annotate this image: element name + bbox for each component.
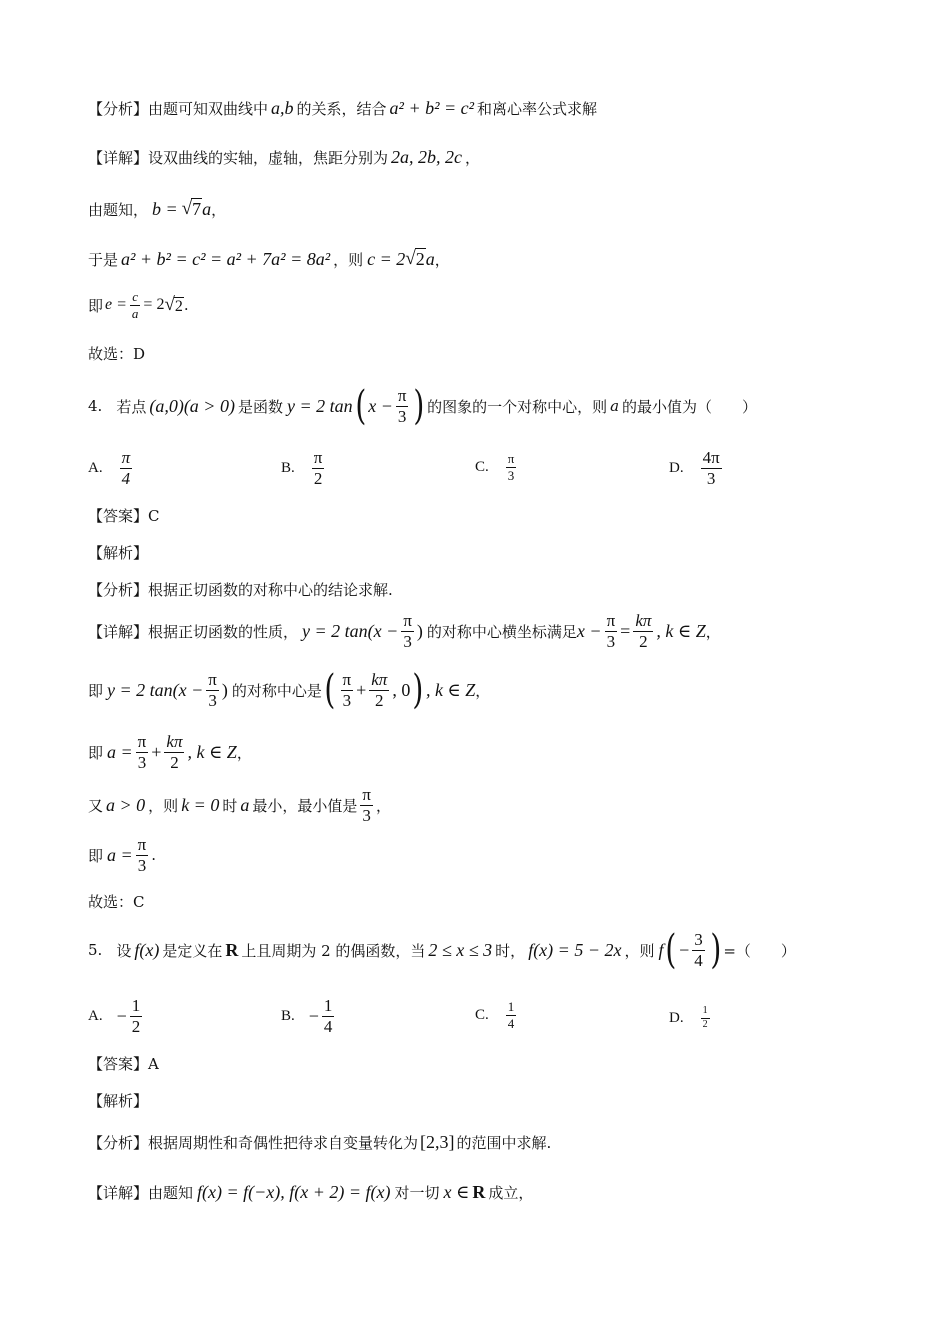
q5-option-d[interactable]: D. $\frac{1}{2}$ bbox=[669, 1005, 708, 1030]
q4-result-line: 即 a = $\frac{\pi}{3}$ . bbox=[88, 835, 157, 875]
q5-jiexi: 【解析】 bbox=[88, 1092, 149, 1110]
q5-number: 5. bbox=[88, 941, 103, 959]
q5-answer: 【答案】A bbox=[88, 1055, 159, 1073]
q4-stem: 4. 若点 (a,0)(a > 0) 是函数 y = 2 tan ( x − $\frac{\pi}{3}$ ) 的图象的一个对称中心，则 a 的最小值为（ ） bbox=[88, 383, 758, 429]
q4-option-d[interactable]: D. $\frac{4\pi}{3}$ bbox=[669, 448, 720, 488]
q4-detail-line: 【详解】 根据正切函数的性质， y = 2 tan(x − $\frac{\pi}{3}$ ) 的对称中心横坐标满足 x − $\frac{\pi}{3}$ = $\frac{k\pi}{2}$ , k ∈ Z ， bbox=[88, 611, 721, 651]
fraction-pi-over-3: $\frac{\pi}{3}$ bbox=[397, 385, 407, 426]
q3-detail-line: 【详解】 设双曲线的实轴，虚轴，焦距分别为 2a, 2b, 2c ， bbox=[88, 147, 481, 167]
q5-option-b[interactable]: B. − $\frac{1}{4}$ bbox=[281, 996, 333, 1036]
q4-analysis: 【分析】 根据正切函数的对称中心的结论求解. bbox=[88, 581, 393, 599]
q3-choice: 故选：D bbox=[88, 345, 146, 363]
fraction-c-over-a: $\frac{c}{a}$ bbox=[131, 289, 139, 321]
q4-center-line: 即 y = 2 tan(x − $\frac{\pi}{3}$ ) 的对称中心是 ( $\frac{\pi}{3}$ + $\frac{k\pi}{2}$ , 0 ) , k ∈ Z ， bbox=[88, 667, 491, 713]
q4-option-a[interactable]: A. $\frac{\pi}{4}$ bbox=[88, 448, 131, 488]
q4-number: 4. bbox=[88, 397, 103, 415]
q3-analysis-line: 【分析】 由题可知双曲线中 a,b 的关系，结合 a² + b² = c² 和离心率公式求解 bbox=[88, 98, 598, 118]
q5-option-c[interactable]: C. $\frac{1}{4}$ bbox=[475, 999, 515, 1031]
q5-stem: 5. 设 f(x) 是定义在 R 上且周期为 2 的偶函数，当 2 ≤ x ≤ 3 时， f(x) = 5 − 2x ，则 f ( − $\frac{3}{4}$ ) =（ ） bbox=[88, 927, 796, 973]
q4-jiexi: 【解析】 bbox=[88, 544, 149, 562]
q3-eccentricity-line: 即 e = $\frac{c}{a}$ = 2 √ 2 . bbox=[88, 289, 189, 321]
sqrt-2: √ 2 bbox=[405, 248, 425, 269]
q4-option-c[interactable]: C. $\frac{\pi}{3}$ bbox=[475, 451, 515, 483]
q4-choice: 故选：C bbox=[88, 893, 145, 911]
q4-option-b[interactable]: B. $\frac{\pi}{2}$ bbox=[281, 448, 323, 488]
detail-label: 【详解】 bbox=[88, 149, 149, 167]
q4-min-line: 又 a > 0 ，则 k = 0 时 a 最小，最小值是 $\frac{\pi}{3}$ ， bbox=[88, 785, 391, 825]
q4-a-general-line: 即 a = $\frac{\pi}{3}$ + $\frac{k\pi}{2}$ , k ∈ Z ， bbox=[88, 732, 252, 772]
analysis-label: 【分析】 bbox=[88, 100, 149, 118]
q5-option-a[interactable]: A. − $\frac{1}{2}$ bbox=[88, 996, 141, 1036]
q5-detail-line: 【详解】 由题知 f(x) = f(−x), f(x + 2) = f(x) 对一切 x ∈ R 成立， bbox=[88, 1182, 534, 1202]
q5-analysis: 【分析】 根据周期性和奇偶性把待求自变量转化为 [2,3] 的范围中求解. bbox=[88, 1132, 552, 1152]
q4-answer: 【答案】C bbox=[88, 507, 160, 525]
q3-then-line: 于是 a² + b² = c² = a² + 7a² = 8a² ，则 c = 2 √ 2 a ， bbox=[88, 248, 450, 269]
sqrt-7: √ 7 bbox=[181, 198, 202, 219]
q3-known-line: 由题知， b = √ 7 a ， bbox=[88, 198, 227, 219]
